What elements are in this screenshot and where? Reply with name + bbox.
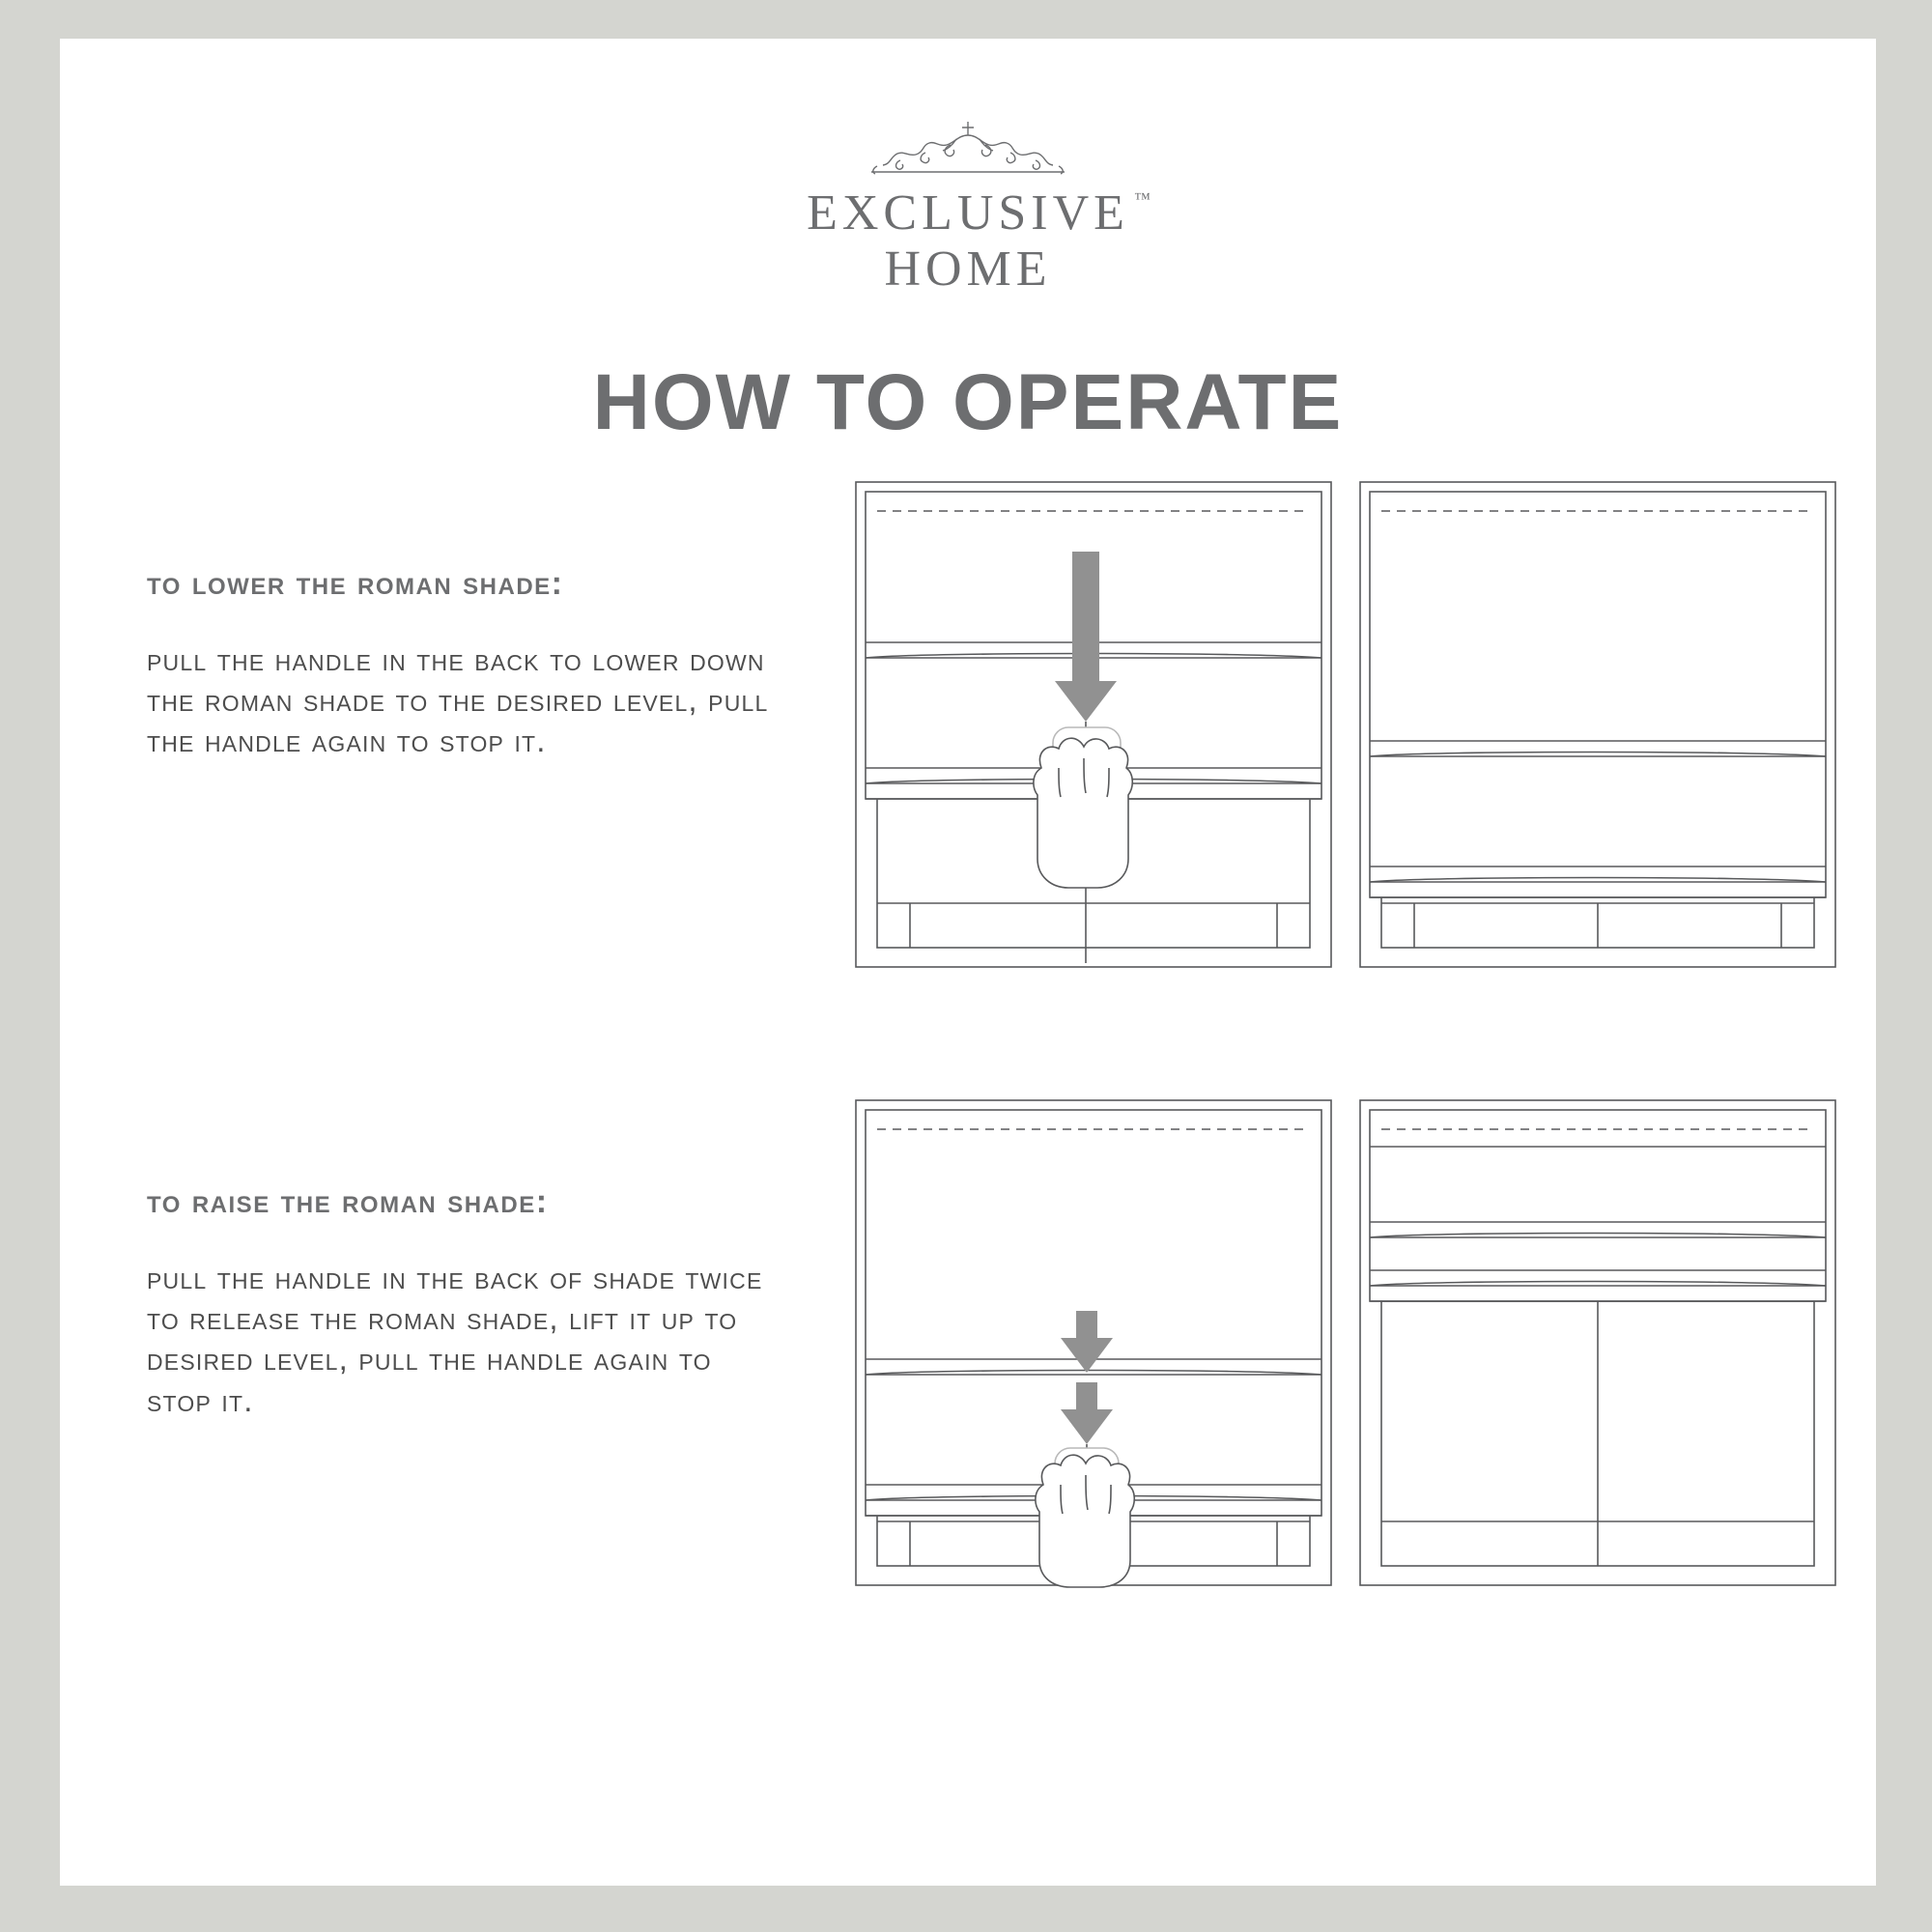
section-raise-text [147,1183,784,1421]
roman-shade-raising-with-hand-figure [852,1096,1335,1589]
brand-name [807,185,1151,298]
hand-pulling-handle-icon [1034,738,1132,888]
hand-pulling-handle-icon [1036,1455,1134,1587]
roman-shade-lowering-with-hand-figure [852,478,1335,971]
section-lower-figures [852,478,1839,971]
brand-block [60,116,1876,298]
content-card [60,39,1876,1886]
section-raise-body: pull the handle in the back of shade twice to release the roman shade, lift it up to desired level, pull the handle again to stop it. [147,1260,763,1418]
section-raise-heading: to raise the roman shade: [147,1183,549,1220]
section-lower-heading: to lower the roman shade: [147,565,564,602]
roman-shade-lowered-result-figure [1356,478,1839,971]
section-lower-body: pull the handle in the back to lower down the roman shade to the desired level, pull the handle again to stop it. [147,641,769,759]
trademark-symbol: ™ [1134,189,1151,208]
brand-line-1: EXCLUSIVE [807,185,1129,241]
ornamental-crest-icon [842,116,1094,180]
page-title: HOW TO OPERATE [592,358,1344,446]
brand-line-2: HOME [884,242,1052,298]
roman-shade-raised-result-figure [1356,1096,1839,1589]
section-raise-figures [852,1096,1839,1589]
section-lower-text [147,565,784,762]
